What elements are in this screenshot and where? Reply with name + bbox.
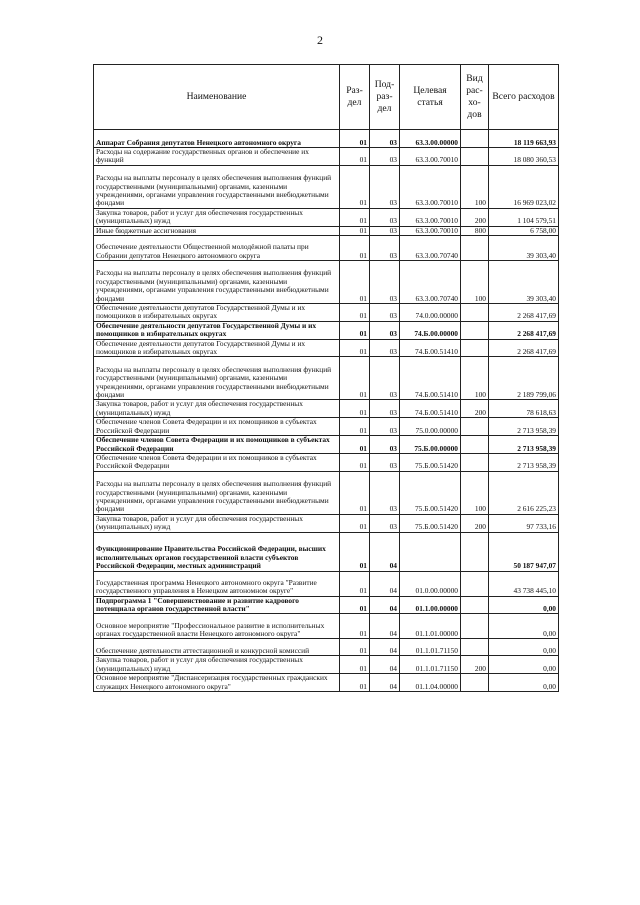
row-name: Обеспечение членов Совета Федерации и их помощников в субъектах Российской Федерации [94, 418, 340, 436]
table-row [94, 321, 559, 339]
row-total: 0,00 [489, 596, 559, 614]
row-total: 2 268 417,69 [489, 321, 559, 339]
row-podrazdel: 03 [370, 226, 400, 235]
row-total: 97 733,16 [489, 514, 559, 532]
table-row [94, 436, 559, 454]
row-podrazdel: 04 [370, 674, 400, 692]
row-vid [461, 571, 489, 596]
table-row [94, 532, 559, 571]
row-name: Обеспечение деятельности депутатов Государственной Думы и их помощников в избирательных округах [94, 321, 340, 339]
row-total: 2 713 958,39 [489, 436, 559, 454]
row-podrazdel: 03 [370, 339, 400, 357]
row-total: 2 189 799,06 [489, 357, 559, 400]
row-razdel: 01 [340, 674, 370, 692]
table-row [94, 148, 559, 166]
row-razdel: 01 [340, 418, 370, 436]
table-row [94, 674, 559, 692]
row-vid [461, 436, 489, 454]
row-razdel: 01 [340, 471, 370, 514]
row-podrazdel: 03 [370, 148, 400, 166]
table-row [94, 165, 559, 208]
header-podrazdel: Под- раз- дел [370, 65, 400, 130]
row-vid [461, 418, 489, 436]
row-vid [461, 674, 489, 692]
row-podrazdel: 04 [370, 656, 400, 674]
row-name: Расходы на выплаты персоналу в целях обеспечения выполнения функций государственными (муниципальными) органами, казенными учреждениями, органами управления государственными внебюджетными фондами [94, 261, 340, 304]
row-name: Обеспечение членов Совета Федерации и их помощников в субъектах Российской Федерации [94, 453, 340, 471]
row-vid [461, 614, 489, 639]
row-vid: 100 [461, 471, 489, 514]
row-name: Расходы на выплаты персоналу в целях обеспечения выполнения функций государственными (муниципальными) органами, казенными учреждениями, органами управления государственными внебюджетными фондами [94, 357, 340, 400]
row-target: 63.3.00.70010 [400, 148, 461, 166]
table-row [94, 226, 559, 235]
table-row [94, 656, 559, 674]
row-name: Закупка товаров, работ и услуг для обеспечения государственных (муниципальных) нужд [94, 514, 340, 532]
row-name: Подпрограмма 1 "Совершенствование и развитие кадрового потенциала органов государственной власти" [94, 596, 340, 614]
table-row [94, 453, 559, 471]
header-total: Всего расходов [489, 65, 559, 130]
table-row [94, 471, 559, 514]
row-target [400, 532, 461, 571]
table-row [94, 639, 559, 656]
row-target: 63.3.00.70010 [400, 165, 461, 208]
row-razdel: 01 [340, 148, 370, 166]
row-vid: 200 [461, 400, 489, 418]
row-vid: 100 [461, 165, 489, 208]
row-vid [461, 130, 489, 148]
row-name: Государственная программа Ненецкого автономного округа "Развитие государственного управления в Ненецком автономном округе" [94, 571, 340, 596]
row-razdel: 01 [340, 571, 370, 596]
row-vid: 200 [461, 208, 489, 226]
table-header-row [94, 65, 559, 130]
row-total: 0,00 [489, 639, 559, 656]
row-name: Обеспечение деятельности депутатов Государственной Думы и их помощников в избирательных округах [94, 339, 340, 357]
row-razdel: 01 [340, 436, 370, 454]
row-name: Обеспечение членов Совета Федерации и их помощников в субъектах Российской Федерации [94, 436, 340, 454]
row-target: 63.3.00.00000 [400, 130, 461, 148]
table-row [94, 571, 559, 596]
row-podrazdel: 04 [370, 571, 400, 596]
row-name: Закупка товаров, работ и услуг для обеспечения государственных (муниципальных) нужд [94, 656, 340, 674]
row-razdel: 01 [340, 614, 370, 639]
row-razdel: 01 [340, 639, 370, 656]
row-podrazdel: 04 [370, 532, 400, 571]
row-podrazdel: 04 [370, 639, 400, 656]
row-target: 74.0.00.00000 [400, 304, 461, 322]
row-podrazdel: 03 [370, 261, 400, 304]
header-vid: Вид рас- хо- дов [461, 65, 489, 130]
row-target: 01.1.01.00000 [400, 614, 461, 639]
row-podrazdel: 03 [370, 304, 400, 322]
row-razdel: 01 [340, 357, 370, 400]
header-name: Наименование [94, 65, 340, 130]
row-name: Иные бюджетные ассигнования [94, 226, 340, 235]
row-total: 6 758,00 [489, 226, 559, 235]
table-row [94, 418, 559, 436]
row-target: 74.Б.00.51410 [400, 400, 461, 418]
row-podrazdel: 03 [370, 357, 400, 400]
row-vid: 100 [461, 261, 489, 304]
row-name: Обеспечение деятельности депутатов Государственной Думы и их помощников в избирательных округах [94, 304, 340, 322]
row-vid [461, 596, 489, 614]
header-razdel: Раз- дел [340, 65, 370, 130]
row-razdel: 01 [340, 236, 370, 261]
row-target: 01.1.01.71150 [400, 639, 461, 656]
row-target: 75.0.00.00000 [400, 418, 461, 436]
row-razdel: 01 [340, 514, 370, 532]
row-target: 01.1.00.00000 [400, 596, 461, 614]
table-row [94, 339, 559, 357]
table-row [94, 514, 559, 532]
row-podrazdel: 03 [370, 400, 400, 418]
row-podrazdel: 03 [370, 165, 400, 208]
row-vid [461, 639, 489, 656]
table-row [94, 130, 559, 148]
row-podrazdel: 03 [370, 208, 400, 226]
row-target: 63.3.00.70010 [400, 226, 461, 235]
row-name: Основное мероприятие "Диспансеризация государственных гражданских служащих Ненецкого автономного округа" [94, 674, 340, 692]
row-target: 01.1.04.00000 [400, 674, 461, 692]
row-vid: 200 [461, 514, 489, 532]
row-razdel: 01 [340, 208, 370, 226]
row-target: 63.3.00.70010 [400, 208, 461, 226]
row-vid [461, 236, 489, 261]
row-vid: 200 [461, 656, 489, 674]
row-name: Расходы на содержание государственных органов и обеспечение их функций [94, 148, 340, 166]
row-total: 0,00 [489, 674, 559, 692]
row-name: Функционирование Правительства Российской Федерации, высших исполнительных органов государственной власти субъектов Российской Федерации, местных администраций [94, 532, 340, 571]
row-podrazdel: 03 [370, 236, 400, 261]
row-total: 43 738 445,10 [489, 571, 559, 596]
row-vid [461, 532, 489, 571]
row-total: 2 713 958,39 [489, 418, 559, 436]
row-total: 50 187 947,07 [489, 532, 559, 571]
table-body [94, 130, 559, 692]
row-vid: 100 [461, 357, 489, 400]
row-total: 39 303,40 [489, 236, 559, 261]
row-razdel: 01 [340, 656, 370, 674]
row-target: 01.1.01.71150 [400, 656, 461, 674]
row-podrazdel: 03 [370, 436, 400, 454]
row-podrazdel: 03 [370, 514, 400, 532]
row-name: Расходы на выплаты персоналу в целях обеспечения выполнения функций государственными (муниципальными) органами, казенными учреждениями, органами управления государственными внебюджетными фондами [94, 471, 340, 514]
row-total: 18 080 360,53 [489, 148, 559, 166]
row-podrazdel: 03 [370, 418, 400, 436]
row-name: Расходы на выплаты персоналу в целях обеспечения выполнения функций государственными (муниципальными) органами, казенными учреждениями, органами управления государственными внебюджетными фондами [94, 165, 340, 208]
row-total: 2 268 417,69 [489, 304, 559, 322]
row-razdel: 01 [340, 261, 370, 304]
row-vid: 800 [461, 226, 489, 235]
row-vid [461, 304, 489, 322]
row-target: 74.Б.00.51410 [400, 339, 461, 357]
row-razdel: 01 [340, 532, 370, 571]
row-name: Закупка товаров, работ и услуг для обеспечения государственных (муниципальных) нужд [94, 208, 340, 226]
row-razdel: 01 [340, 339, 370, 357]
row-razdel: 01 [340, 321, 370, 339]
row-razdel: 01 [340, 304, 370, 322]
row-razdel: 01 [340, 400, 370, 418]
row-name: Аппарат Собрания депутатов Ненецкого автономного округа [94, 130, 340, 148]
row-name: Обеспечение деятельности аттестационной и конкурсной комиссий [94, 639, 340, 656]
row-total: 78 618,63 [489, 400, 559, 418]
row-razdel: 01 [340, 165, 370, 208]
row-podrazdel: 04 [370, 596, 400, 614]
table-row [94, 304, 559, 322]
table-row [94, 357, 559, 400]
row-total: 39 303,40 [489, 261, 559, 304]
table-row [94, 236, 559, 261]
row-total: 2 268 417,69 [489, 339, 559, 357]
table-row [94, 261, 559, 304]
row-podrazdel: 03 [370, 321, 400, 339]
row-podrazdel: 03 [370, 453, 400, 471]
row-vid [461, 453, 489, 471]
row-target: 63.3.00.70740 [400, 261, 461, 304]
row-name: Обеспечение деятельности Общественной молодёжной палаты при Собрании депутатов Ненецкого автономного округа [94, 236, 340, 261]
row-total: 0,00 [489, 656, 559, 674]
table-row [94, 596, 559, 614]
header-target: Целевая статья [400, 65, 461, 130]
row-total: 0,00 [489, 614, 559, 639]
row-target: 75.Б.00.51420 [400, 471, 461, 514]
row-podrazdel: 03 [370, 471, 400, 514]
row-vid [461, 321, 489, 339]
row-target: 01.0.00.00000 [400, 571, 461, 596]
table-row [94, 614, 559, 639]
row-total: 16 969 023,02 [489, 165, 559, 208]
row-razdel: 01 [340, 130, 370, 148]
row-podrazdel: 04 [370, 614, 400, 639]
row-target: 74.Б.00.51410 [400, 357, 461, 400]
row-razdel: 01 [340, 453, 370, 471]
page-number: 2 [317, 33, 323, 47]
row-vid [461, 339, 489, 357]
row-name: Основное мероприятие "Профессиональное развитие в исполнительных органах государственной власти Ненецкого автономного округа" [94, 614, 340, 639]
row-target: 74.Б.00.00000 [400, 321, 461, 339]
row-target: 75.Б.00.51420 [400, 453, 461, 471]
row-razdel: 01 [340, 226, 370, 235]
row-vid [461, 148, 489, 166]
expenditure-table [93, 64, 559, 692]
row-total: 1 104 579,51 [489, 208, 559, 226]
row-total: 2 616 225,23 [489, 471, 559, 514]
row-total: 2 713 958,39 [489, 453, 559, 471]
row-podrazdel: 03 [370, 130, 400, 148]
row-name: Закупка товаров, работ и услуг для обеспечения государственных (муниципальных) нужд [94, 400, 340, 418]
row-target: 75.Б.00.00000 [400, 436, 461, 454]
row-target: 63.3.00.70740 [400, 236, 461, 261]
table-row [94, 400, 559, 418]
table-row [94, 208, 559, 226]
row-razdel: 01 [340, 596, 370, 614]
row-total: 18 119 663,93 [489, 130, 559, 148]
row-target: 75.Б.00.51420 [400, 514, 461, 532]
